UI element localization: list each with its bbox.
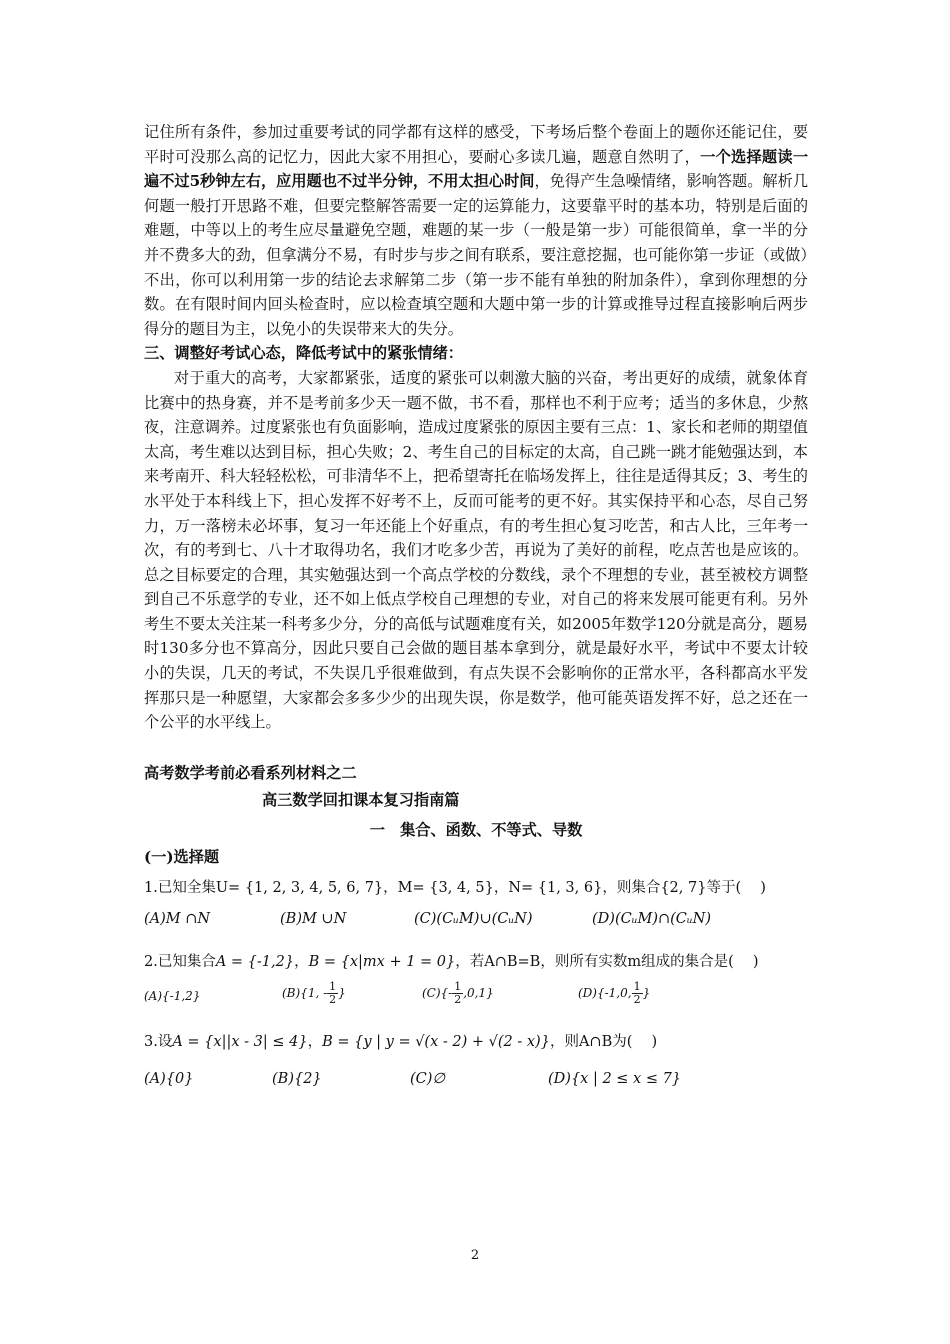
document-subtitle: 高三数学回扣课本复习指南篇 <box>262 790 460 809</box>
denominator: 2 <box>329 992 337 1006</box>
bold-emphasis: 一个选择题读一遍不过5秒钟左右，应用题也不过半分钟，不用太担心时间 <box>144 147 809 191</box>
option-text: (C){- <box>422 985 453 1000</box>
question-text: 2.已知集合 <box>144 953 216 970</box>
option-a: (A){0} <box>144 1070 194 1087</box>
separator: ， <box>307 1033 323 1050</box>
option-c: (C)(CᵤM)∪(CᵤN) <box>414 910 533 927</box>
set-a-expression: A = {x||x - 3| ≤ 4} <box>172 1033 308 1050</box>
chapter-title: 一 集合、函数、不等式、导数 <box>369 820 583 839</box>
section-label: (一)选择题 <box>144 847 220 866</box>
question-3 <box>144 1027 808 1057</box>
question-2 <box>144 947 808 977</box>
series-title: 高考数学考前必看系列材料之二 <box>144 763 357 782</box>
set-a-expression: A = {-1,2} <box>215 953 295 970</box>
option-a: (A){-1,2} <box>144 988 201 1003</box>
paragraph-text: 记住所有条件，参加过重要考试的同学都有这样的感受，下考场后整个卷面上的题你还能记住，要平时可没那么高的记忆力，因此大家不用担心，要耐心多读几遍，题意自然明了， <box>144 123 808 166</box>
paragraph-text: ，免得产生急噪情绪，影响答题。解析几何题一般打开思路不难，但要完整解答需要一定的运算能力，这要靠平时的基本功，特别是后面的难题，中等以上的考生应尽量避免空题，难题的某一步（一般是第一步）可能很简单，拿一半的分并不费多大的劲，但拿满分不易，有时步与步之间有联系，要注意挖掘，也可能你第一步证（或做）不出，你可以利用第一步的结论去求解第二步（第一步不能有单独的附加条件），拿到你理想的分数。在有限时间内回头检查时，应以检查填空题和大题中第一步的计算或推导过程直接影响后两步得分的题目为主，以免小的失误带来大的失分。 <box>144 172 809 338</box>
question-1-options <box>144 903 808 943</box>
question-text: 3.设 <box>144 1033 173 1050</box>
section-heading-3: 三、调整好考试心态，降低考试中的紧张情绪： <box>144 344 463 363</box>
question-1: 1.已知全集U= {1, 2, 3, 4, 5, 6, 7}，M= {3, 4, 5}，N= {1, 3, 6}，则集合{2, 7}等于( ) <box>144 879 766 896</box>
option-b: (B)M ∪N <box>280 910 347 927</box>
fraction-one-half <box>452 981 463 1006</box>
separator: ， <box>294 953 309 970</box>
set-b-expression: B = {x|mx + 1 = 0} <box>308 953 456 970</box>
question-3-options <box>144 1063 808 1103</box>
option-d: (D){x | 2 ≤ x ≤ 7} <box>548 1070 682 1087</box>
document-body <box>144 120 808 1103</box>
question-2-options <box>144 977 808 1017</box>
paragraph-reading-tips <box>144 120 808 341</box>
option-text: ,0,1} <box>463 985 494 1000</box>
option-d: (D){-1,0, $\frac{1}{2}$ } <box>578 979 651 1006</box>
numerator: 1 <box>633 979 641 993</box>
numerator: 1 <box>454 979 462 993</box>
option-c: (C)∅ <box>410 1070 446 1087</box>
option-a: (A)M ∩N <box>144 910 211 927</box>
page-number: 2 <box>470 1248 480 1263</box>
option-text: (D){-1,0, <box>578 985 632 1000</box>
option-text: (B){1, - <box>282 985 328 1000</box>
fraction-one-half <box>327 981 338 1006</box>
numerator: 1 <box>329 979 337 993</box>
question-text: ，则A∩B为( ) <box>549 1033 658 1050</box>
denominator: 2 <box>454 992 462 1006</box>
denominator: 2 <box>633 992 641 1006</box>
set-b-expression: B = {y | y = √(x - 2) + √(2 - x)} <box>322 1033 550 1050</box>
question-text: ，若A∩B=B，则所有实数m组成的集合是( ) <box>455 953 759 970</box>
option-d: (D)(CᵤM)∩(CᵤN) <box>592 910 712 927</box>
option-c <box>422 981 494 1006</box>
paragraph-exam-mindset: 对于重大的高考，大家都紧张，适度的紧张可以刺激大脑的兴奋，考出更好的成绩，就象体育比赛中的热身赛，并不是考前多少天一题不做，书不看，那样也不利于应考；适当的多休息，少熬夜，注意调养。过度紧张也有负面影响，造成过度紧张的原因主要有三点：1、家长和老师的期望值太高，考生难以达到目标，担心失败；2、考生自己的目标定的太高，自己跳一跳才能勉强达到，本来考南开、科大轻轻松松，可非清华不上，把希望寄托在临场发挥上，往往是适得其反；3、考生的水平处于本科线上下，担心发挥不好考不上，反而可能考的更不好。其实保持平和心态，尽自己努力，万一落榜未必坏事，复习一年还能上个好重点，有的考生担心复习吃苦，和古人比，三年考一次，有的考到七、八十才取得功名，我们才吃多少苦，再说为了美好的前程，吃点苦也是应该的。总之目标要定的合理，其实勉强达到一个高点学校的分数线，录个不理想的专业，甚至被校方调整到自己不乐意学的专业，还不如上低点学校自己理想的专业，对自己的将来发展可能更有利。另外考生不要太关注某一科考多少分，分的高低与试题难度有关，如2005年数学120分就是高分，题易时130多分也不算高分，因此只要自己会做的题目基本拿到分，就是最好水平，考试中不要太计较小的失误，几天的考试，不失误几乎很难做到，有点失误不会影响你的正常水平，各科都高水平发挥那只是一种愿望，大家都会多多少少的出现失误，你是数学，他可能英语发挥不好，总之还在一个公平的水平线上。 <box>144 368 808 732</box>
option-b: (B){1, - $\frac{1}{2}$ } <box>282 979 346 1006</box>
option-b: (B){2} <box>272 1070 322 1087</box>
fraction-one-half <box>632 981 643 1006</box>
